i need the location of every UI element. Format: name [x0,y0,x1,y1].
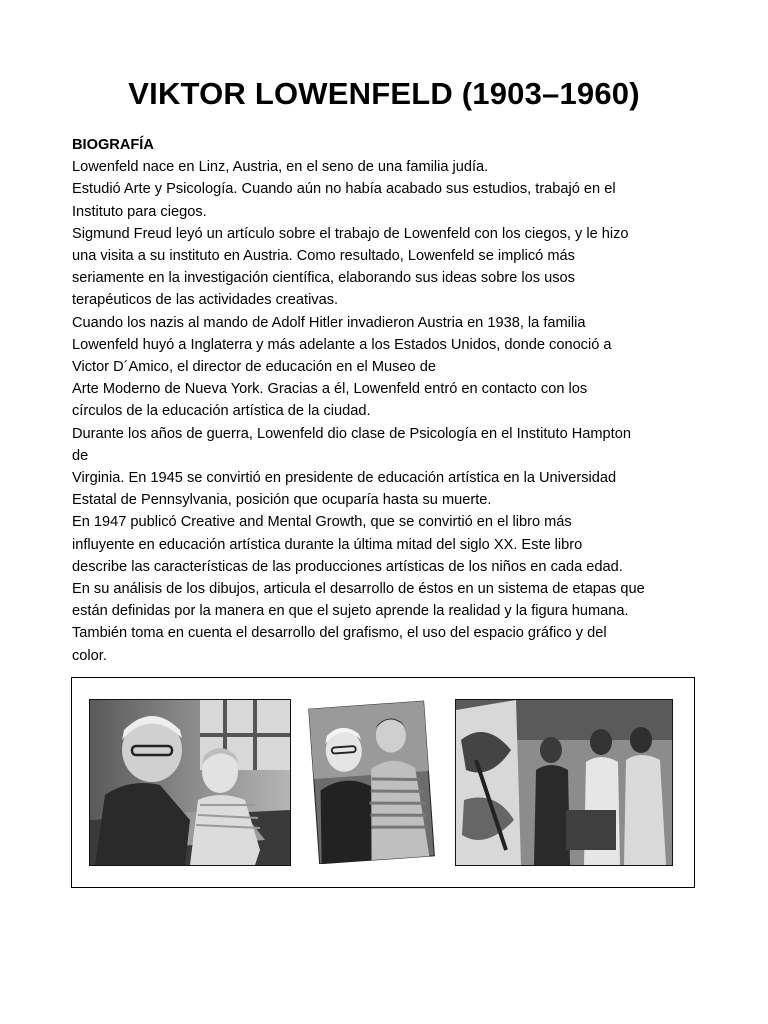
text-line: de [72,447,89,464]
text-line: En 1947 publicó Creative and Mental Growth, que se convirtió en el libro más [72,514,572,531]
section-heading: BIOGRAFÍA [72,137,154,153]
text-line: Cuando los nazis al mando de Adolf Hitler invadieron Austria en 1938, la familia [72,314,586,331]
text-line: Victor D´Amico, el director de educación en el Museo de [72,359,436,376]
text-line: influyente en educación artística durante la última mitad del siglo XX. Este libro [72,536,583,553]
text-line: seriamente en la investigación científica, elaborando sus ideas sobre los usos [72,270,575,287]
photo-frame [71,677,695,888]
photo-man-and-boy [89,699,291,866]
text-line: Sigmund Freud leyó un artículo sobre el trabajo de Lowenfeld con los ciegos, y le hizo [72,225,629,242]
text-line: Estatal de Pennsylvania, posición que ocuparía hasta su muerte. [72,492,492,509]
biography-text [72,134,712,667]
text-line: describe las características de las producciones artísticas de los niños en cada edad. [72,558,623,575]
text-line: terapéuticos de las actividades creativas. [72,292,339,309]
text-line: También toma en cuenta el desarrollo del grafismo, el uso del espacio gráfico y del [72,625,607,642]
photo-students-painting [455,699,673,866]
text-line: En su análisis de los dibujos, articula el desarrollo de éstos en un sistema de etapas que [72,581,645,598]
photo-man-holding-child [306,699,437,864]
text-line: círculos de la educación artística de la ciudad. [72,403,371,420]
text-line: Arte Moderno de Nueva York. Gracias a él, Lowenfeld entró en contacto con los [72,381,588,398]
text-line: Durante los años de guerra, Lowenfeld dio clase de Psicología en el Instituto Hampton [72,425,631,442]
text-line: Virginia. En 1945 se convirtió en presidente de educación artística en la Universidad [72,470,617,487]
page-title: VIKTOR LOWENFELD (1903–1960) [128,76,640,111]
text-line: están definidas por la manera en que el sujeto aprende la realidad y la figura humana. [72,603,629,620]
text-line: una visita a su instituto en Austria. Como resultado, Lowenfeld se implicó más [72,248,575,265]
text-line: Estudió Arte y Psicología. Cuando aún no había acabado sus estudios, trabajó en el [72,181,616,198]
text-line: Lowenfeld nace en Linz, Austria, en el seno de una familia judía. [72,159,489,176]
text-line: Instituto para ciegos. [72,203,207,220]
text-line: color. [72,647,107,664]
text-line: Lowenfeld huyó a Inglaterra y más adelante a los Estados Unidos, donde conoció a [72,336,612,353]
